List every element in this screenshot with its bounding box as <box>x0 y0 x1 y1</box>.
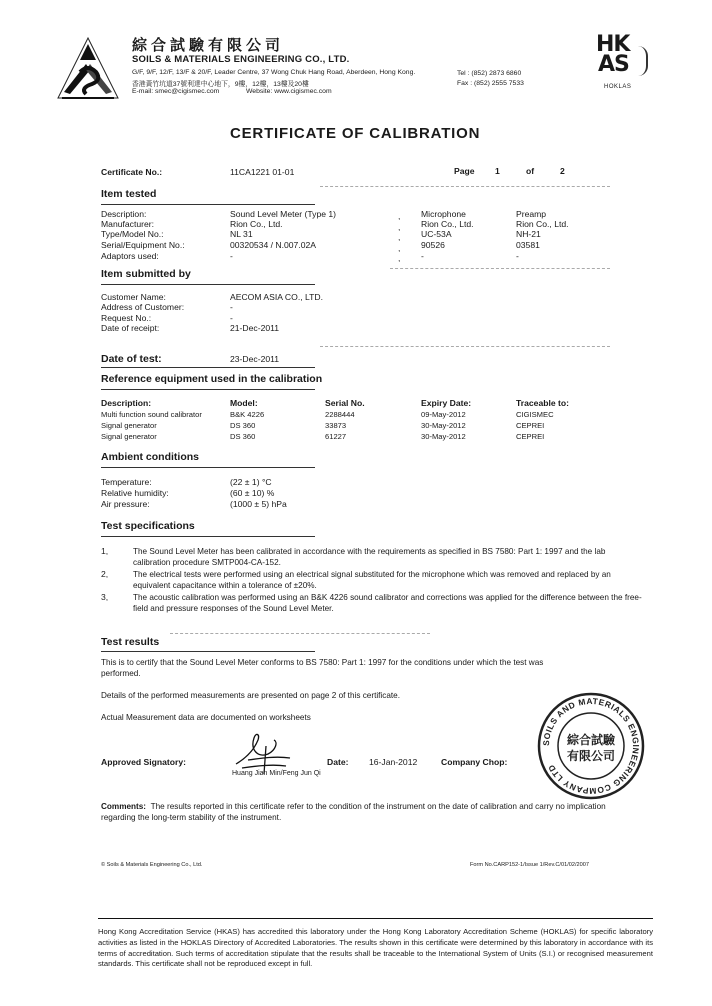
certificate-title: CERTIFICATE OF CALIBRATION <box>230 125 481 142</box>
ref-row-2-serial: 33873 <box>325 421 347 430</box>
customer-address-value: - <box>230 302 233 312</box>
results-p2: Details of the performed measurements are presented on page 2 of this certificate. <box>101 691 401 700</box>
date-of-test-rule <box>101 367 315 368</box>
customer-name-label: Customer Name: <box>101 292 166 302</box>
signatory-name: Huang Jian Min/Feng Jun Qi <box>232 770 321 777</box>
request-no-label: Request No.: <box>101 313 152 323</box>
item-main-description: Sound Level Meter (Type 1) <box>230 209 337 219</box>
ref-row-3-traceable: CEPREI <box>516 432 545 441</box>
company-chop-label: Company Chop: <box>441 757 508 767</box>
item-preamp-description: Preamp <box>516 209 547 219</box>
ref-row-1-expiry: 09-May-2012 <box>421 410 466 419</box>
ref-row-1-serial: 2288444 <box>325 410 355 419</box>
page-label: Page <box>454 166 475 176</box>
seal-ring-text: SOILS AND MATERIALS ENGINEERING COMPANY LTD <box>540 695 642 797</box>
results-p3: Actual Measurement data are documented on worksheets <box>101 713 311 722</box>
item-comma: , , , , , <box>398 211 401 263</box>
reference-heading: Reference equipment used in the calibration <box>101 373 323 385</box>
item-label-description: Description: <box>101 209 147 219</box>
company-name-chinese: 綜合試驗有限公司 <box>132 36 285 54</box>
results-p1: This is to certify that the Sound Level Meter conforms to BS 7580: Part 1: 1997 for the conditions under which the test was performed. <box>101 658 544 678</box>
ref-row-3-serial: 61227 <box>325 432 347 441</box>
accreditation-footer: Hong Kong Accreditation Service (HKAS) has accredited this laboratory under the Hong Kong Laboratory Accreditation Scheme (HOKLAS) for specific laboratory activities as listed in the HOKLAS Directory of Accredited Laboratories. The results shown in this certificate were determined by this laboratory in accordance with its terms of accreditation. Such terms of accreditation stipulate that the results shall be traceable to the International System of Units (S.I.) or recognised measurement standards. This certificate shall not be reproduced except in full. <box>98 927 653 969</box>
signatory-date-label: Date: <box>327 757 349 767</box>
ref-row-3-expiry: 30-May-2012 <box>421 432 466 441</box>
item-submitted-heading: Item submitted by <box>101 268 191 280</box>
ref-row-3-model: DS 360 <box>230 432 256 441</box>
specs-heading: Test specifications <box>101 520 195 532</box>
item-mic-serial: 90526 <box>421 240 445 250</box>
date-of-test-label: Date of test: <box>101 353 162 365</box>
humidity-value: (60 ± 10) % <box>230 488 275 498</box>
request-no-value: - <box>230 313 233 323</box>
ref-row-1-description: Multi function sound calibrator <box>101 410 202 419</box>
company-website: Website: www.cigismec.com <box>246 88 332 95</box>
spec-3-number: 3, <box>101 592 109 602</box>
customer-name-value: AECOM ASIA CO., LTD. <box>230 292 323 302</box>
ref-col-expiry: Expiry Date: <box>421 398 472 408</box>
item-main-adaptors: - <box>230 251 233 261</box>
date-of-receipt-label: Date of receipt: <box>101 323 160 333</box>
comments-block <box>101 801 641 823</box>
ref-col-model: Model: <box>230 398 258 408</box>
spec-1-text: The Sound Level Meter has been calibrated in accordance with the requirements as specified in BS 7580: Part 1: 1997 and the lab calibration procedure SMTP004-CA-152. <box>133 547 606 567</box>
item-main-serial: 00320534 / N.007.02A <box>230 240 317 250</box>
ref-col-description: Description: <box>101 398 152 408</box>
spec-2-number: 2, <box>101 569 109 579</box>
date-of-test-value: 23-Dec-2011 <box>230 354 280 364</box>
hkas-logo-bottom: AS <box>598 52 629 77</box>
item-mic-description: Microphone <box>421 209 466 219</box>
item-label-serial: Serial/Equipment No.: <box>101 240 185 250</box>
item-tested-rule <box>101 204 315 205</box>
page-number: 1 <box>495 166 500 176</box>
ref-col-serial: Serial No. <box>325 398 365 408</box>
certificate-no-label: Certificate No.: <box>101 167 163 177</box>
ref-row-3-description: Signal generator <box>101 432 157 441</box>
item-mic-manufacturer: Rion Co., Ltd. <box>421 219 474 229</box>
company-tel: Tel : (852) 2873 6860 <box>457 70 522 77</box>
pressure-value: (1000 ± 5) hPa <box>230 499 287 509</box>
ambient-heading: Ambient conditions <box>101 451 199 463</box>
page-total: 2 <box>560 166 565 176</box>
customer-address-label: Address of Customer: <box>101 302 185 312</box>
company-fax: Fax : (852) 2555 7533 <box>457 80 524 87</box>
signatory-date-value: 16-Jan-2012 <box>369 757 418 767</box>
item-mic-type: UC-53A <box>421 229 452 239</box>
results-rule <box>101 651 315 652</box>
reference-rule <box>101 389 315 390</box>
company-address-chinese: 香港黃竹坑道37號利達中心地下，9樓，12樓，13樓及20樓 <box>132 81 309 88</box>
item-label-type: Type/Model No.: <box>101 229 164 239</box>
form-number: Form No.CARP152-1/Issue 1/Rev.C/01/02/2007 <box>470 862 589 868</box>
ref-row-2-traceable: CEPREI <box>516 421 545 430</box>
ref-row-1-model: B&K 4226 <box>230 410 265 419</box>
item-label-adaptors: Adaptors used: <box>101 251 159 261</box>
seal-center-top: 綜合試驗 <box>566 733 616 747</box>
item-preamp-serial: 03581 <box>516 240 540 250</box>
item-label-manufacturer: Manufacturer: <box>101 219 155 229</box>
item-submitted-rule <box>101 284 315 285</box>
spec-2-text: The electrical tests were performed using an electrical signal substituted for the microphone which was removed and replaced by an equivalent capacitance within a tolerance of ±20%. <box>133 570 611 590</box>
item-main-type: NL 31 <box>230 229 253 239</box>
company-seal <box>535 690 647 802</box>
of-label: of <box>526 166 535 176</box>
comments-label: Comments: <box>101 802 147 811</box>
ref-row-2-model: DS 360 <box>230 421 256 430</box>
hkas-logo-caption: HOKLAS <box>604 84 632 90</box>
spec-3-text: The acoustic calibration was performed using an B&K 4226 sound calibrator and corrections was applied for the difference between the free-field and pressure responses of the Sound Level Meter. <box>133 593 642 613</box>
company-name-english: SOILS & MATERIALS ENGINEERING CO., LTD. <box>132 54 350 65</box>
spec-1-number: 1, <box>101 546 109 556</box>
item-preamp-manufacturer: Rion Co., Ltd. <box>516 219 569 229</box>
item-main-manufacturer: Rion Co., Ltd. <box>230 219 283 229</box>
date-of-receipt-value: 21-Dec-2011 <box>230 323 280 333</box>
approved-signatory-label: Approved Signatory: <box>101 757 186 767</box>
item-mic-adaptors: - <box>421 251 424 261</box>
ref-row-2-expiry: 30-May-2012 <box>421 421 466 430</box>
company-logo <box>56 36 120 102</box>
humidity-label: Relative humidity: <box>101 488 169 498</box>
footer-rule <box>98 918 653 919</box>
company-email: E-mail: smec@cigismec.com <box>132 88 220 95</box>
results-heading: Test results <box>101 636 160 648</box>
ref-col-traceable: Traceable to: <box>516 398 570 408</box>
hkas-logo-top: HK <box>596 32 630 57</box>
comments-text: The results reported in this certificate refer to the condition of the instrument on the date of calibration and carry no implication regarding the long-term stability of the instrument. <box>101 802 606 822</box>
item-tested-heading: Item tested <box>101 188 157 200</box>
company-address-english: G/F, 9/F, 12/F, 13/F & 20/F, Leader Centre, 37 Wong Chuk Hang Road, Aberdeen, Hong Kong. <box>132 69 416 76</box>
ref-row-2-description: Signal generator <box>101 421 157 430</box>
hkas-logo <box>594 32 648 98</box>
ref-row-1-traceable: CIGISMEC <box>516 410 554 419</box>
specs-rule <box>101 536 315 537</box>
ambient-rule <box>101 467 315 468</box>
temperature-value: (22 ± 1) °C <box>230 477 272 487</box>
copyright-text: © Soils & Materials Engineering Co., Ltd. <box>101 862 203 868</box>
certificate-no-value: 11CA1221 01-01 <box>230 167 295 177</box>
seal-center-bottom: 有限公司 <box>566 749 616 763</box>
item-preamp-adaptors: - <box>516 251 519 261</box>
item-preamp-type: NH-21 <box>516 229 541 239</box>
pressure-label: Air pressure: <box>101 499 150 509</box>
temperature-label: Temperature: <box>101 477 152 487</box>
